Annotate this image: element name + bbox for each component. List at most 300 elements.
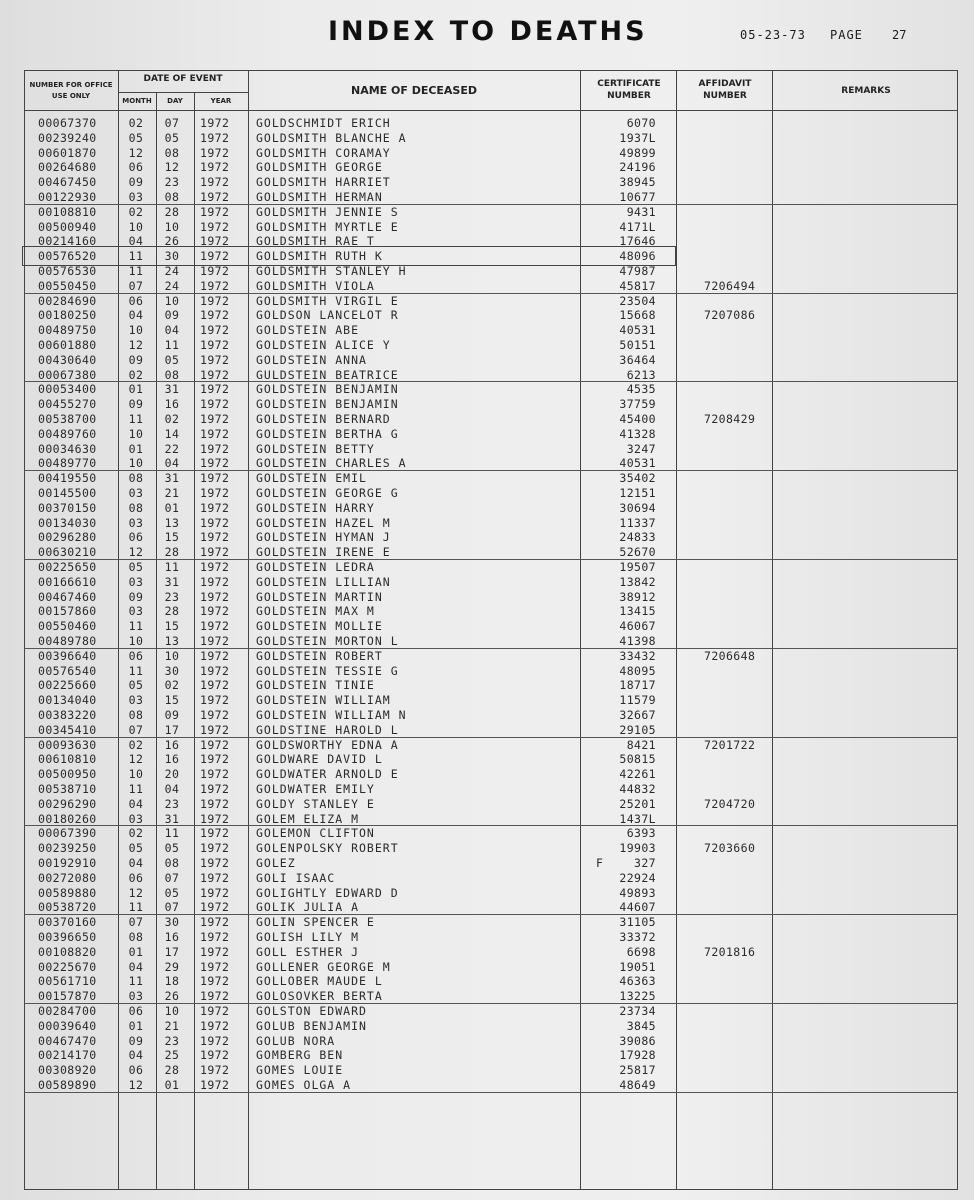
table-row	[0, 856, 974, 871]
record-name: GOLDWATER ARNOLD E	[256, 767, 399, 782]
record-day: 29	[164, 959, 180, 974]
record-name: GOLDSTEIN WILLIAM	[256, 693, 391, 708]
record-day: 04	[164, 782, 180, 796]
record-year: 1972	[200, 219, 230, 234]
record-certificate: 9431	[626, 204, 656, 219]
record-year: 1972	[200, 264, 230, 278]
record-year: 1972	[200, 412, 230, 426]
table-row	[0, 1019, 974, 1034]
record-name: GOLDSTEIN WILLIAM N	[256, 708, 407, 722]
record-number: 00225650	[38, 560, 97, 574]
col-header-certificate: CERTIFICATE NUMBER	[597, 79, 661, 101]
table-row	[0, 249, 974, 264]
record-number: 00108810	[38, 204, 97, 219]
record-name: GOMBERG BEN	[256, 1048, 344, 1063]
group-divider	[24, 1092, 958, 1093]
record-name: GOLDSTEIN MARTIN	[256, 589, 383, 604]
record-day: 23	[164, 175, 180, 190]
record-certificate: 31105	[619, 915, 656, 930]
record-month: 12	[128, 338, 144, 352]
record-month: 08	[128, 500, 144, 515]
record-day: 21	[164, 1018, 180, 1033]
record-month: 07	[128, 722, 144, 737]
record-month: 11	[128, 663, 144, 678]
record-month: 09	[128, 175, 144, 190]
record-certificate: 3247	[626, 441, 656, 456]
record-number: 00264680	[38, 160, 97, 175]
table-row	[0, 826, 974, 841]
record-year: 1972	[200, 500, 230, 515]
record-number: 00489760	[38, 426, 97, 441]
record-certificate: 52670	[619, 545, 656, 560]
record-day: 11	[164, 826, 180, 841]
record-number: 00134030	[38, 515, 97, 530]
record-name: GOLLENER GEORGE M	[256, 959, 391, 974]
record-year: 1972	[200, 323, 230, 338]
record-month: 03	[128, 190, 144, 204]
record-name: GOLDSTEIN TESSIE G	[256, 663, 399, 678]
record-affidavit: 7206494	[704, 278, 756, 293]
record-name: GOMES OLGA A	[256, 1078, 352, 1092]
record-month: 07	[128, 915, 144, 930]
record-month: 11	[128, 782, 144, 796]
record-certificate: 22924	[619, 870, 656, 885]
record-month: 02	[128, 826, 144, 841]
record-month: 05	[128, 841, 144, 856]
record-certificate: 50815	[619, 752, 656, 767]
table-row	[0, 545, 974, 560]
record-number: 00067390	[38, 826, 97, 841]
record-name: GOLDSMITH JENNIE S	[256, 204, 399, 219]
table-row	[0, 338, 974, 353]
record-affidavit: 7201816	[704, 944, 756, 959]
table-row	[0, 294, 974, 309]
record-number: 00489770	[38, 456, 97, 471]
record-day: 30	[164, 249, 180, 264]
record-year: 1972	[200, 249, 230, 264]
record-month: 03	[128, 486, 144, 500]
record-name: GOLDSTEIN ANNA	[256, 352, 367, 367]
record-year: 1972	[200, 545, 230, 560]
record-month: 08	[128, 471, 144, 486]
table-row	[0, 160, 974, 175]
record-month: 09	[128, 352, 144, 367]
table-row	[0, 382, 974, 397]
record-month: 10	[128, 767, 144, 782]
record-year: 1972	[200, 619, 230, 634]
record-certificate: 6393	[626, 826, 656, 841]
record-name: GOLDSTEIN BENJAMIN	[256, 397, 399, 412]
record-number: 00467450	[38, 175, 97, 190]
record-number: 00576520	[38, 249, 97, 264]
record-day: 05	[164, 885, 180, 900]
record-day: 15	[164, 530, 180, 545]
table-row	[0, 664, 974, 679]
record-month: 05	[128, 678, 144, 693]
record-year: 1972	[200, 944, 230, 959]
record-month: 03	[128, 574, 144, 589]
record-name: GOLDSON LANCELOT R	[256, 308, 399, 323]
record-year: 1972	[200, 1018, 230, 1033]
record-month: 06	[128, 1004, 144, 1018]
record-year: 1972	[200, 486, 230, 500]
record-name: GOLDSTEIN HAZEL M	[256, 515, 391, 530]
record-name: GOLLOBER MAUDE L	[256, 974, 383, 989]
record-certificate: 4535	[626, 382, 656, 397]
group-divider	[24, 914, 958, 915]
record-certificate: 17928	[619, 1048, 656, 1063]
record-month: 12	[128, 145, 144, 160]
page-number: 27	[892, 28, 907, 42]
record-year: 1972	[200, 1078, 230, 1092]
record-year: 1972	[200, 574, 230, 589]
record-certificate: 10677	[619, 190, 656, 204]
record-certificate: 39086	[619, 1033, 656, 1048]
record-year: 1972	[200, 974, 230, 989]
record-certificate: 32667	[619, 708, 656, 722]
group-divider	[24, 825, 958, 826]
record-year: 1972	[200, 160, 230, 175]
record-month: 03	[128, 693, 144, 708]
table-row	[0, 131, 974, 146]
record-certificate: 23504	[619, 293, 656, 308]
table-row	[0, 1034, 974, 1049]
record-day: 30	[164, 663, 180, 678]
record-name: GOLDSTEIN CHARLES A	[256, 456, 407, 471]
record-day: 26	[164, 989, 180, 1004]
table-row	[0, 501, 974, 516]
record-month: 02	[128, 737, 144, 752]
record-month: 06	[128, 648, 144, 663]
table-row	[0, 175, 974, 190]
record-month: 06	[128, 160, 144, 175]
group-divider	[24, 381, 958, 382]
record-number: 00467460	[38, 589, 97, 604]
record-name: GOLI ISAAC	[256, 870, 336, 885]
record-name: GOMES LOUIE	[256, 1063, 344, 1078]
record-number: 00134040	[38, 693, 97, 708]
record-number: 00538700	[38, 412, 97, 426]
record-day: 28	[164, 604, 180, 619]
record-day: 08	[164, 367, 180, 382]
record-month: 01	[128, 944, 144, 959]
record-name: GOLDSCHMIDT ERICH	[256, 116, 391, 130]
record-number: 00455270	[38, 397, 97, 412]
record-year: 1972	[200, 530, 230, 545]
record-certificate: 45817	[619, 278, 656, 293]
record-month: 03	[128, 989, 144, 1004]
record-number: 00157860	[38, 604, 97, 619]
record-number: 00239250	[38, 841, 97, 856]
record-day: 25	[164, 1048, 180, 1063]
record-year: 1972	[200, 604, 230, 619]
record-number: 00067380	[38, 367, 97, 382]
table-row	[0, 442, 974, 457]
table-row	[0, 279, 974, 294]
col-header-affidavit: AFFIDAVIT NUMBER	[698, 79, 752, 101]
record-name: GOLDSTEIN BERNARD	[256, 412, 391, 426]
record-number: 00166610	[38, 574, 97, 589]
record-certificate: 48095	[619, 663, 656, 678]
record-certificate: 33372	[619, 930, 656, 944]
page-title: INDEX TO DEATHS	[328, 16, 648, 47]
record-certificate: 30694	[619, 500, 656, 515]
record-month: 11	[128, 412, 144, 426]
record-day: 15	[164, 619, 180, 634]
record-day: 11	[164, 338, 180, 352]
record-name: GOLEZ	[256, 856, 296, 870]
record-certificate: 46067	[619, 619, 656, 634]
record-name: GOLDSMITH STANLEY H	[256, 264, 407, 278]
table-row	[0, 146, 974, 161]
record-month: 11	[128, 619, 144, 634]
record-certificate: 45400	[619, 412, 656, 426]
record-month: 07	[128, 278, 144, 293]
table-row	[0, 516, 974, 531]
record-certificate: 49893	[619, 885, 656, 900]
record-name: GOLDSTEIN ABE	[256, 323, 360, 338]
record-number: 00550450	[38, 278, 97, 293]
record-year: 1972	[200, 293, 230, 308]
record-number: 00225670	[38, 959, 97, 974]
record-day: 05	[164, 841, 180, 856]
record-month: 12	[128, 885, 144, 900]
record-certificate: 47987	[619, 264, 656, 278]
record-month: 11	[128, 264, 144, 278]
record-day: 30	[164, 915, 180, 930]
record-certificate: 44832	[619, 782, 656, 796]
record-certificate: 17646	[619, 234, 656, 249]
record-year: 1972	[200, 1063, 230, 1078]
record-day: 16	[164, 737, 180, 752]
table-row	[0, 1063, 974, 1078]
record-month: 05	[128, 560, 144, 574]
table-row	[0, 264, 974, 279]
record-day: 31	[164, 471, 180, 486]
record-name: GULDSTEIN BEATRICE	[256, 367, 399, 382]
table-row	[0, 234, 974, 249]
table-row	[0, 427, 974, 442]
record-certificate: 33432	[619, 648, 656, 663]
record-certificate: 25817	[619, 1063, 656, 1078]
record-name: GOLDSTEIN TINIE	[256, 678, 375, 693]
record-month: 04	[128, 1048, 144, 1063]
record-certificate: 13842	[619, 574, 656, 589]
table-row	[0, 1048, 974, 1063]
record-year: 1972	[200, 1004, 230, 1018]
record-month: 08	[128, 930, 144, 944]
group-divider	[24, 648, 958, 649]
record-day: 09	[164, 308, 180, 323]
record-year: 1972	[200, 204, 230, 219]
record-day: 11	[164, 560, 180, 574]
record-name: GOLDSTEIN ALICE Y	[256, 338, 391, 352]
record-name: GOLDSTEIN LILLIAN	[256, 574, 391, 589]
table-row	[0, 308, 974, 323]
record-year: 1972	[200, 352, 230, 367]
record-name: GOLDSTEIN MORTON L	[256, 634, 399, 648]
table-row	[0, 886, 974, 901]
record-number: 00500950	[38, 767, 97, 782]
record-day: 07	[164, 870, 180, 885]
record-year: 1972	[200, 367, 230, 382]
record-name: GOLDY STANLEY E	[256, 796, 375, 811]
record-number: 00610810	[38, 752, 97, 767]
record-certificate: 1937L	[619, 130, 656, 145]
col-header-remarks: REMARKS	[841, 86, 891, 96]
page-label: PAGE	[830, 28, 863, 42]
table-row	[0, 738, 974, 753]
record-day: 04	[164, 456, 180, 471]
table-row	[0, 723, 974, 738]
report-date: 05-23-73	[740, 28, 806, 42]
table-row	[0, 945, 974, 960]
record-day: 24	[164, 278, 180, 293]
table-row	[0, 530, 974, 545]
record-month: 02	[128, 367, 144, 382]
record-certificate: 13225	[619, 989, 656, 1004]
record-year: 1972	[200, 471, 230, 486]
record-year: 1972	[200, 722, 230, 737]
record-month: 06	[128, 1063, 144, 1078]
record-name: GOLDSMITH RAE T	[256, 234, 375, 249]
header-divider	[24, 110, 958, 111]
record-day: 08	[164, 190, 180, 204]
record-name: GOLDSTEIN GEORGE G	[256, 486, 399, 500]
table-row	[0, 560, 974, 575]
record-name: GOLEM ELIZA M	[256, 811, 360, 826]
record-name: GOLDSMITH VIRGIL E	[256, 293, 399, 308]
record-certificate: 37759	[619, 397, 656, 412]
record-year: 1972	[200, 234, 230, 249]
record-year: 1972	[200, 441, 230, 456]
record-day: 16	[164, 397, 180, 412]
record-month: 11	[128, 900, 144, 915]
col-header-number: NUMBER FOR OFFICE USE ONLY	[29, 81, 113, 100]
record-certificate: 19051	[619, 959, 656, 974]
record-name: GOLL ESTHER J	[256, 944, 360, 959]
record-day: 10	[164, 648, 180, 663]
record-day: 14	[164, 426, 180, 441]
record-name: GOLENPOLSKY ROBERT	[256, 841, 399, 856]
table-row	[0, 590, 974, 605]
record-certificate: 48096	[619, 249, 656, 264]
table-row	[0, 220, 974, 235]
record-day: 28	[164, 1063, 180, 1078]
record-certificate: 40531	[619, 323, 656, 338]
record-name: GOLDSTEIN BENJAMIN	[256, 382, 399, 397]
record-year: 1972	[200, 426, 230, 441]
record-certificate: 40531	[619, 456, 656, 471]
record-number: 00272080	[38, 870, 97, 885]
record-number: 00180250	[38, 308, 97, 323]
record-number: 00214160	[38, 234, 97, 249]
record-name: GOLDSMITH RUTH K	[256, 249, 383, 264]
record-name: GOLSTON EDWARD	[256, 1004, 367, 1018]
record-year: 1972	[200, 678, 230, 693]
record-number: 00430640	[38, 352, 97, 367]
record-number: 00225660	[38, 678, 97, 693]
record-name: GOLDSTEIN LEDRA	[256, 560, 375, 574]
table-row	[0, 797, 974, 812]
col-header-day: DAY	[167, 97, 183, 105]
record-day: 16	[164, 930, 180, 944]
record-day: 07	[164, 116, 180, 130]
table-row	[0, 323, 974, 338]
table-row	[0, 900, 974, 915]
table-row	[0, 412, 974, 427]
record-day: 18	[164, 974, 180, 989]
record-certificate: 3845	[626, 1018, 656, 1033]
record-month: 01	[128, 441, 144, 456]
record-name: GOLDSMITH VIOLA	[256, 278, 375, 293]
col-header-year: YEAR	[210, 97, 232, 105]
record-day: 31	[164, 382, 180, 397]
record-year: 1972	[200, 515, 230, 530]
record-name: GOLIGHTLY EDWARD D	[256, 885, 399, 900]
record-number: 00067370	[38, 116, 97, 130]
record-name: GOLDSTEIN ROBERT	[256, 648, 383, 663]
record-name: GOLDSMITH GEORGE	[256, 160, 383, 175]
record-year: 1972	[200, 130, 230, 145]
record-month: 06	[128, 870, 144, 885]
record-affidavit: 7203660	[704, 841, 756, 856]
record-day: 23	[164, 1033, 180, 1048]
record-certificate: 38945	[619, 175, 656, 190]
record-month: 11	[128, 249, 144, 264]
record-year: 1972	[200, 397, 230, 412]
record-year: 1972	[200, 308, 230, 323]
table-row	[0, 989, 974, 1004]
record-certificate: 29105	[619, 722, 656, 737]
record-certificate: 15668	[619, 308, 656, 323]
record-month: 12	[128, 1078, 144, 1092]
record-number: 00180260	[38, 811, 97, 826]
record-number: 00122930	[38, 190, 97, 204]
record-year: 1972	[200, 767, 230, 782]
record-number: 00284700	[38, 1004, 97, 1018]
record-name: GOLDSTEIN MAX M	[256, 604, 375, 619]
table-row	[0, 634, 974, 649]
record-day: 23	[164, 589, 180, 604]
record-number: 00157870	[38, 989, 97, 1004]
record-day: 08	[164, 856, 180, 870]
record-day: 31	[164, 574, 180, 589]
record-year: 1972	[200, 1033, 230, 1048]
record-year: 1972	[200, 382, 230, 397]
record-month: 01	[128, 1018, 144, 1033]
record-certificate: 24196	[619, 160, 656, 175]
record-day: 07	[164, 900, 180, 915]
record-month: 03	[128, 811, 144, 826]
record-month: 01	[128, 382, 144, 397]
record-year: 1972	[200, 737, 230, 752]
table-row	[0, 486, 974, 501]
group-divider	[24, 737, 958, 738]
record-day: 22	[164, 441, 180, 456]
table-row	[0, 974, 974, 989]
record-certificate: 11579	[619, 693, 656, 708]
record-day: 02	[164, 678, 180, 693]
record-name: GOLDWATER EMILY	[256, 782, 375, 796]
record-certificate: 19903	[619, 841, 656, 856]
table-row	[0, 368, 974, 383]
record-number: 00589880	[38, 885, 97, 900]
record-number: 00145500	[38, 486, 97, 500]
record-certificate: 12151	[619, 486, 656, 500]
record-day: 31	[164, 811, 180, 826]
record-year: 1972	[200, 190, 230, 204]
